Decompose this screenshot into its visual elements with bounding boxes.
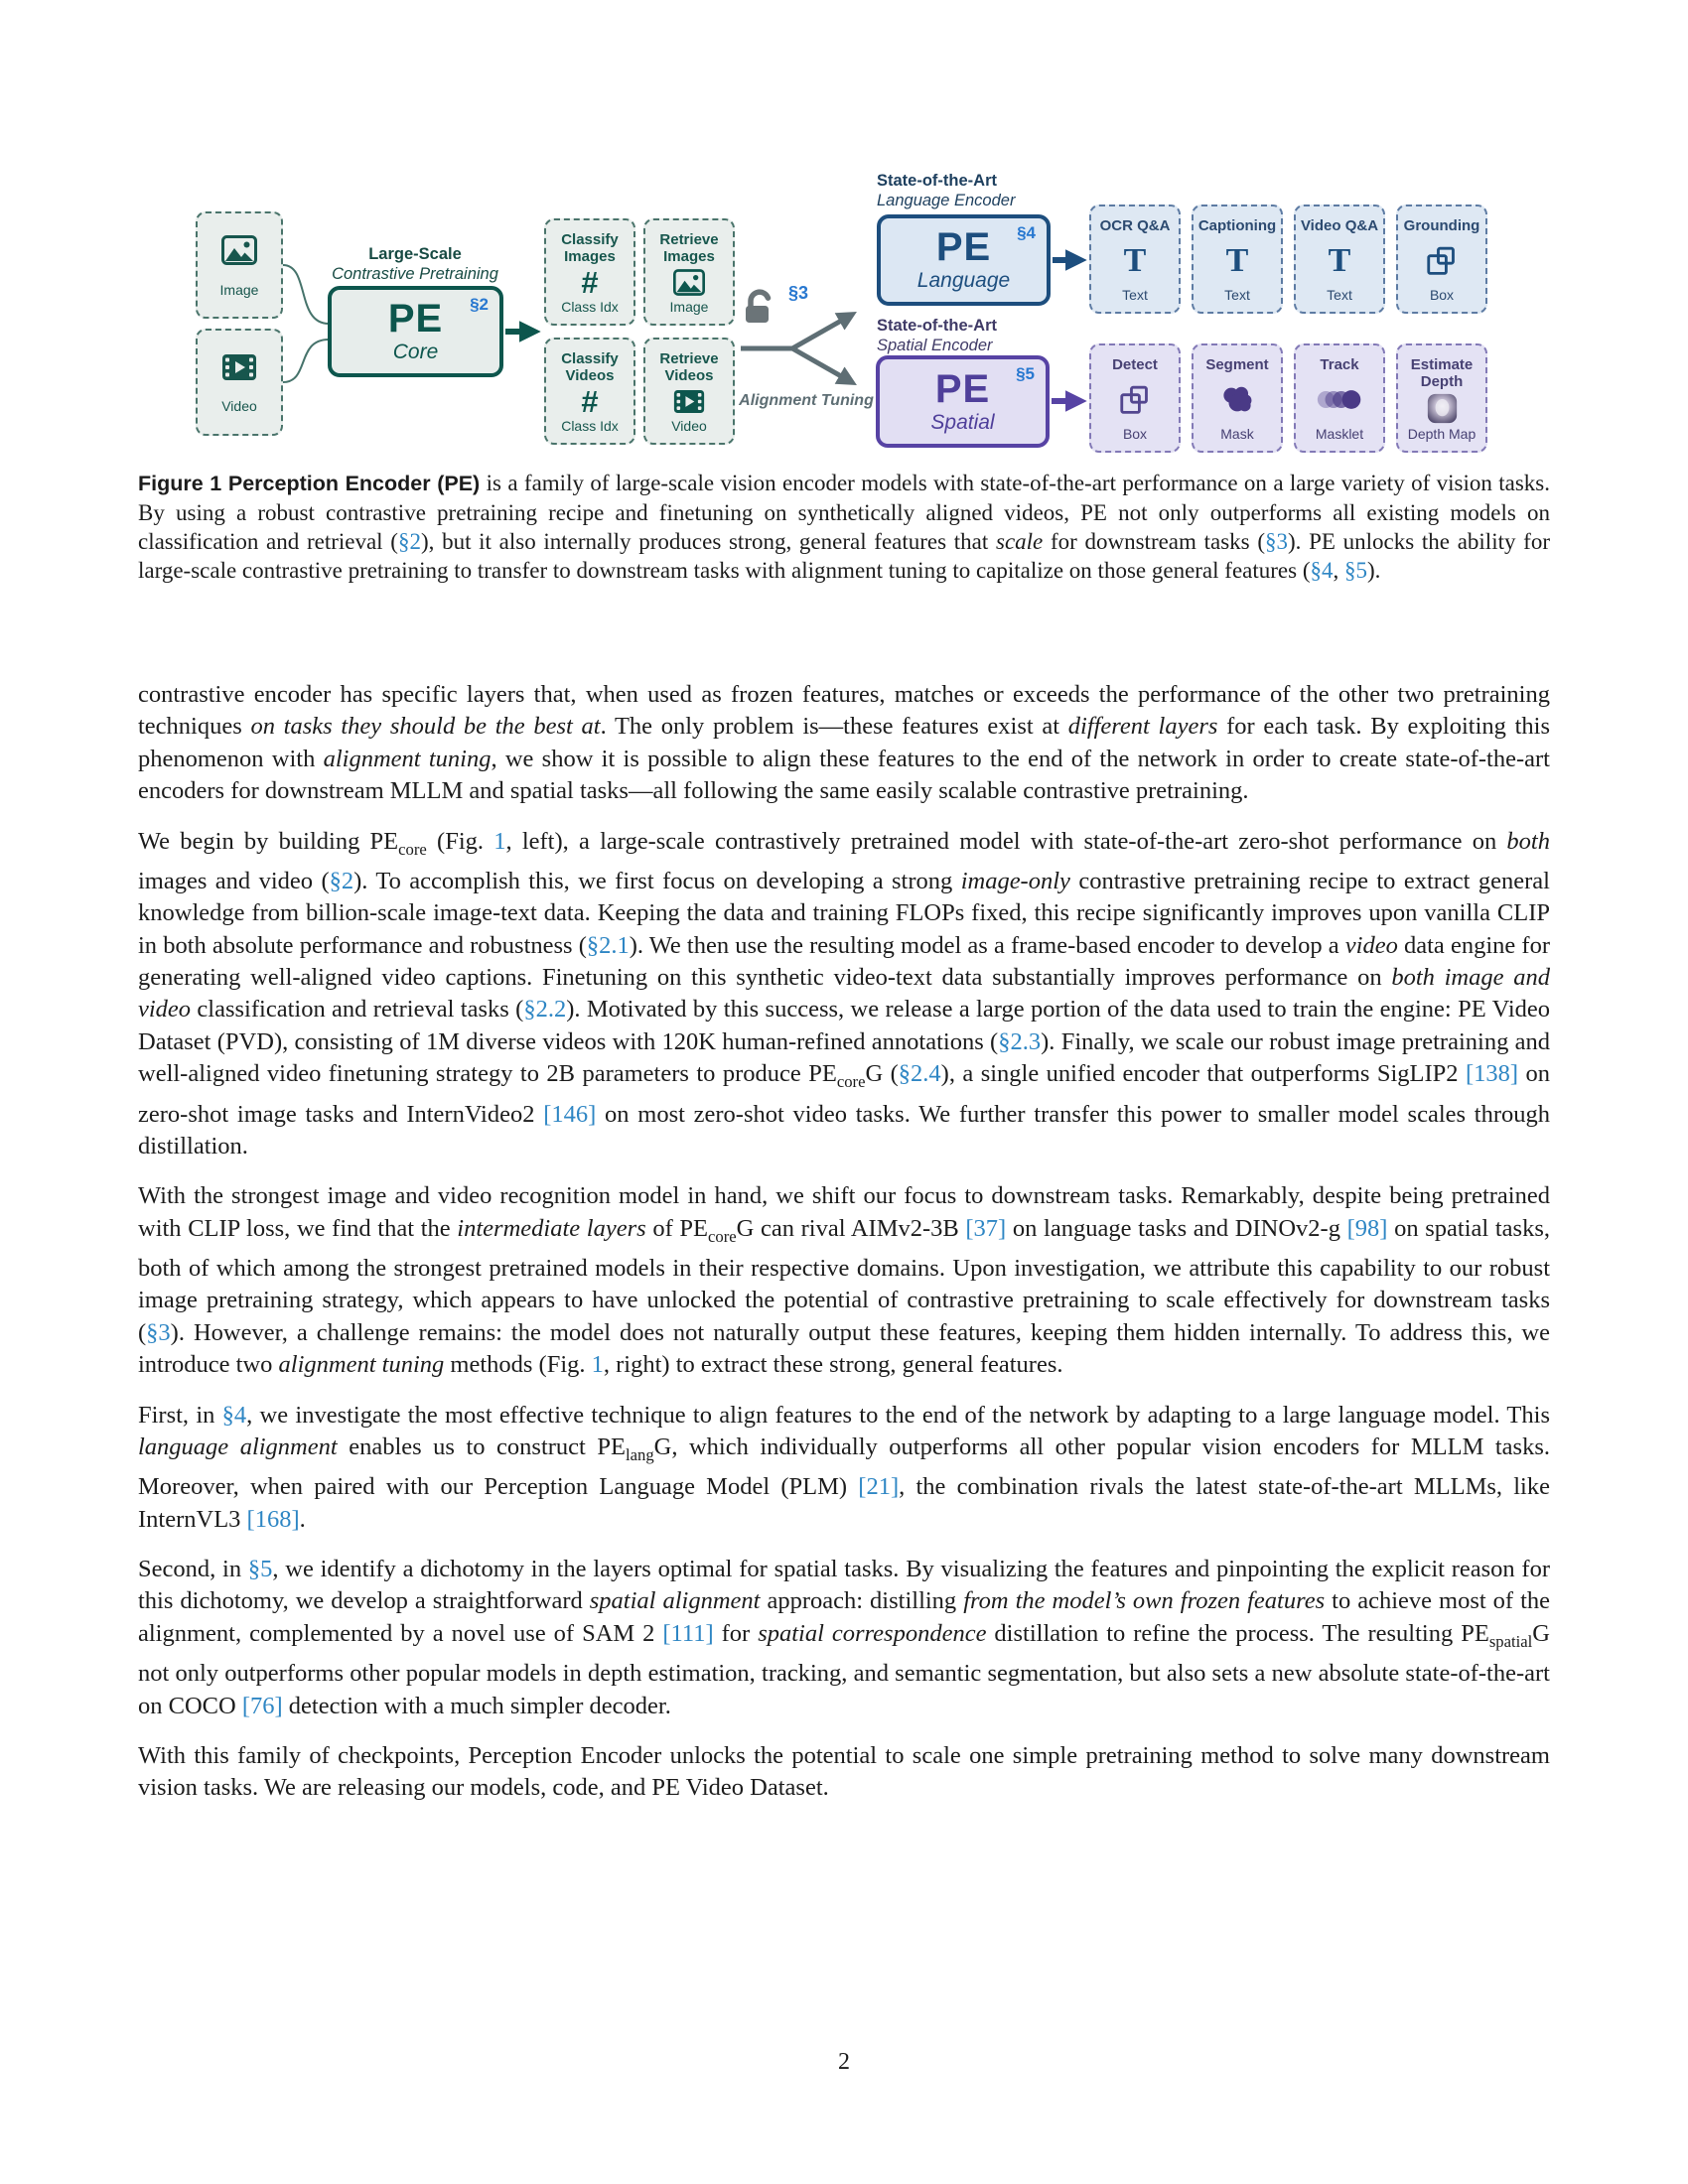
text-segment: Second, in (138, 1556, 248, 1583)
task-label: Text (1224, 287, 1250, 303)
body-paragraph (138, 1400, 1550, 1536)
ref-link[interactable]: §3 (146, 1318, 171, 1346)
input-label: Image (219, 281, 259, 298)
text-segment: G not only outperforms other popular models in depth estimation, tracking, and semantic segmentation, but also sets a new absolute state-of-the-art on COCO (138, 1619, 1550, 1719)
ref-link[interactable]: §5 (247, 1556, 273, 1583)
text-segment: different layers (1067, 713, 1218, 741)
task-box-grounding (1396, 205, 1487, 314)
ref-link[interactable]: [98] (1346, 1214, 1388, 1242)
task-label: Class Idx (561, 299, 619, 315)
pe-core-variant: Core (392, 341, 439, 363)
task-box-segment (1192, 343, 1283, 453)
text-segment: to achieve most of the alignment, complemented by a novel use of SAM 2 (138, 1587, 1550, 1647)
ref-link[interactable]: [76] (241, 1692, 283, 1719)
text-segment: G can rival AIMv2-3B (736, 1214, 966, 1242)
text-segment: detection with a much simpler decoder. (282, 1692, 671, 1719)
text-segment: language alignment (138, 1433, 338, 1461)
task-label: Class Idx (561, 418, 619, 434)
input-box-image (196, 211, 283, 319)
text-segment: We begin by building PE (138, 827, 399, 855)
text-segment: . The only problem is—these features exist at (600, 713, 1068, 741)
task-label: Masklet (1315, 426, 1364, 442)
pe-core-box (328, 286, 503, 377)
text-segment: , we investigate the most effective technique to align features to the end of the network by adapting to a large language model. This (246, 1401, 1550, 1429)
ref-link[interactable]: §2 (329, 867, 354, 894)
text-segment: spatial correspondence (758, 1619, 987, 1647)
text-icon: T (1328, 241, 1351, 279)
task-label: Mask (1220, 426, 1254, 442)
bounding-boxes-icon (1427, 243, 1457, 279)
pe-spatial-name: PE (934, 366, 991, 411)
ref-link[interactable]: [111] (662, 1619, 714, 1647)
ref-link[interactable]: §5 (1343, 558, 1367, 583)
text-segment: ). To accomplish this, we first focus on developing a strong (353, 867, 961, 894)
hash-icon: # (581, 383, 599, 419)
task-title: Estimate Depth (1410, 356, 1474, 391)
pe-language-name: PE (935, 225, 992, 269)
text-segment: from the model’s own frozen features (963, 1587, 1326, 1615)
text-segment: for downstream tasks ( (1043, 529, 1265, 554)
text-segment: core (707, 1226, 737, 1246)
ref-link[interactable]: §4 (221, 1401, 247, 1429)
task-label: Image (669, 299, 709, 315)
text-segment: contrastive encoder has specific layers that, when used as frozen features, matches or exceeds the performance of the other two pretraining techniques (138, 681, 1550, 741)
task-label: Box (1429, 287, 1455, 303)
text-segment: contrastive pretraining recipe to extract general knowledge from billion-scale image-text data. Keeping the data and training FLOPs fixed, this recipe significantly improves upon vanilla CLIP in both absolute performance and robustness ( (138, 867, 1550, 959)
text-segment: both (1506, 827, 1550, 855)
task-box-retrieve-videos (643, 338, 735, 445)
text-segment: , we identify a dichotomy in the layers optimal for spatial tasks. By visualizing the features and pinpointing the explicit reason for this dichotomy, we develop a straightforward (138, 1556, 1550, 1615)
header-bold: State-of-the-Art (877, 172, 997, 190)
task-title: Classify Videos (561, 350, 619, 385)
image-icon (221, 235, 257, 270)
ref-link[interactable]: §2.3 (998, 1027, 1042, 1055)
figure-1-diagram (139, 117, 1549, 467)
open-lock-icon (741, 286, 780, 331)
header-bold: State-of-the-Art (877, 317, 997, 335)
pe-core-name: PE (387, 297, 444, 341)
ref-link[interactable]: 1 (493, 827, 506, 855)
text-segment: lang (625, 1444, 654, 1464)
text-segment: on spatial tasks, both of which among the strongest pretrained models in their respective domains. Upon investigation, we attribute this capability to our robust image pretraining strategy, which appears to have unlocked the potential of contrastive pretraining to scale effectively for downstream tasks ( (138, 1214, 1550, 1346)
text-segment: on zero-shot image tasks and InternVideo2 (138, 1060, 1551, 1128)
bounding-boxes-icon (1120, 382, 1150, 418)
task-box-classify-images (544, 218, 635, 326)
task-title: Retrieve Videos (659, 350, 719, 385)
ref-link[interactable]: [168] (246, 1505, 300, 1533)
task-title: Segment (1205, 356, 1269, 373)
text-segment: ). Motivated by this success, we release a large portion of the data used to train the engine: PE Video Dataset (PVD), consisting of 1M diverse videos with 120K human-refined annotations ( (138, 996, 1550, 1055)
text-segment: approach: distilling (760, 1587, 964, 1615)
text-segment: data engine for generating well-aligned video captions. Finetuning on this synthetic video-text data substantially improves performance on (138, 931, 1550, 992)
text-segment: video (1344, 931, 1398, 959)
ref-link[interactable]: [21] (858, 1473, 900, 1501)
text-segment: . (299, 1505, 306, 1533)
text-segment: intermediate layers (457, 1214, 646, 1242)
text-icon: T (1225, 241, 1249, 279)
pe-language-variant: Language (916, 269, 1011, 292)
header-italic: Language Encoder (877, 192, 1016, 209)
text-segment: of PE (645, 1214, 708, 1242)
text-segment: spatial alignment (589, 1587, 761, 1615)
task-title: Captioning (1197, 217, 1277, 234)
article-body (138, 679, 1550, 1823)
text-segment: on language tasks and DINOv2-g (1006, 1214, 1347, 1242)
text-segment: enables us to construct PE (337, 1433, 626, 1461)
ref-link[interactable]: §3 (1264, 529, 1288, 554)
input-label: Video (221, 397, 257, 414)
text-segment: ). Finally, we scale our robust image pretraining and well-aligned video finetuning strategy to 2B parameters to produce PE (138, 1027, 1551, 1088)
pe-spatial-variant: Spatial (930, 410, 995, 434)
text-segment: ). (1366, 558, 1381, 583)
header-italic: Spatial Encoder (877, 337, 993, 354)
body-paragraph (138, 1554, 1550, 1722)
text-segment: on tasks they should be the best at (250, 713, 601, 741)
task-label: Text (1122, 287, 1148, 303)
figure-caption (138, 469, 1550, 585)
task-label: Video (671, 418, 707, 434)
image-icon (673, 266, 705, 300)
text-segment: images and video ( (138, 867, 330, 894)
text-segment: spatial (1488, 1631, 1533, 1651)
task-label: Text (1327, 287, 1352, 303)
text-segment: G, which individually outperforms all other popular vision encoders for MLLM tasks. Moreover, when paired with our Perception Language Model (PLM) (138, 1433, 1550, 1501)
language-encoder-header (877, 171, 1015, 210)
text-segment: classification and retrieval tasks ( (191, 996, 524, 1024)
body-paragraph (138, 679, 1550, 808)
pe-spatial-box (876, 355, 1050, 448)
spatial-encoder-header (877, 316, 997, 355)
text-segment: distillation to refine the process. The resulting PE (986, 1619, 1489, 1647)
ref-link[interactable]: [146] (543, 1100, 597, 1128)
alignment-tuning-label: Alignment Tuning (739, 392, 874, 409)
text-segment: image-only (960, 867, 1070, 894)
input-box-video (196, 329, 283, 436)
task-box-estimate-depth (1396, 343, 1487, 453)
depth-map-icon (1427, 391, 1458, 427)
task-box-retrieve-images (643, 218, 735, 326)
text-segment: on most zero-shot video tasks. We further transfer this power to smaller model scales through distillation. (138, 1100, 1550, 1160)
ref-link[interactable]: §2.4 (898, 1060, 941, 1088)
task-label: Box (1122, 426, 1148, 442)
text-segment: With the strongest image and video recognition model in hand, we shift our focus to downstream tasks. Remarkably, despite being pretrained with CLIP loss, we find that the (138, 1182, 1550, 1242)
text-segment: ), but it also internally produces strong, general features that (420, 529, 996, 554)
body-paragraph (138, 1180, 1550, 1381)
task-title: Track (1320, 356, 1359, 373)
pretraining-label (296, 244, 534, 284)
text-segment: ). We then use the resulting model as a frame-based encoder to develop a (629, 931, 1345, 959)
text-icon: T (1123, 241, 1147, 279)
task-box-captioning (1192, 205, 1283, 314)
text-segment: ). However, a challenge remains: the model does not naturally output these features, keeping them hidden internally. To address this, we introduce two (138, 1318, 1550, 1379)
ref-link[interactable]: §2.1 (586, 931, 630, 959)
pretraining-label-bold: Large-Scale (368, 245, 462, 263)
task-box-video-qa (1294, 205, 1385, 314)
hash-icon: # (581, 264, 599, 300)
text-segment: , right) to extract these strong, general features. (603, 1351, 1063, 1379)
text-segment: , the combination rivals the latest state-of-the-art MLLMs, like InternVL3 (138, 1473, 1550, 1533)
task-box-classify-videos (544, 338, 635, 445)
task-title: Detect (1112, 356, 1158, 373)
pretraining-label-italic: Contrastive Pretraining (332, 265, 498, 283)
text-segment: ), a single unified encoder that outperforms SigLIP2 (940, 1060, 1466, 1088)
section-ref-2[interactable]: §2 (470, 295, 489, 314)
task-box-track (1294, 343, 1385, 453)
text-segment: Figure 1 Perception Encoder (PE) (138, 472, 481, 495)
text-segment: is a family of large-scale vision encoder models with state-of-the-art performance on a large variety of vision tasks. By using a robust contrastive pretraining recipe and finetuning on synthetically aligned videos, PE not only outperforms all existing models on classification and retrieval ( (138, 471, 1550, 554)
text-segment: G ( (865, 1060, 899, 1088)
text-segment: First, in (138, 1401, 222, 1429)
task-title: OCR Q&A (1099, 217, 1171, 234)
text-segment: core (398, 839, 427, 859)
masklet-trail-icon (1317, 382, 1362, 418)
ref-link[interactable]: §4 (1310, 558, 1334, 583)
text-segment: core (836, 1072, 866, 1092)
body-paragraph (138, 1740, 1550, 1805)
ref-link[interactable]: 1 (591, 1351, 604, 1379)
task-title: Grounding (1403, 217, 1480, 234)
ref-link[interactable]: [37] (965, 1214, 1007, 1242)
section-ref-3[interactable]: §3 (788, 283, 809, 303)
text-segment: both image and video (138, 964, 1550, 1024)
text-segment: scale (996, 529, 1044, 554)
video-icon (221, 353, 257, 386)
text-segment: for (713, 1619, 759, 1647)
task-title: Retrieve Images (659, 231, 719, 266)
ref-link[interactable]: §2 (397, 529, 421, 554)
text-segment: With this family of checkpoints, Perception Encoder unlocks the potential to scale one simple pretraining method to solve many downstream vision tasks. We are releasing our models, code, and PE Video Dataset. (138, 1741, 1550, 1802)
page-number: 2 (838, 2049, 850, 2075)
text-segment: ). PE unlocks the ability for large-scale contrastive pretraining to transfer to downstream tasks with alignment tuning to capitalize on those general features ( (138, 529, 1550, 583)
text-segment: methods (Fig. (444, 1351, 592, 1379)
task-label: Depth Map (1407, 426, 1477, 442)
text-segment: , (1333, 558, 1344, 583)
video-icon (673, 385, 705, 419)
section-ref-5[interactable]: §5 (1016, 364, 1035, 383)
text-segment: (Fig. (426, 827, 494, 855)
text-segment: , left), a large-scale contrastively pretrained model with state-of-the-art zero-shot performance on (505, 827, 1507, 855)
task-box-detect (1089, 343, 1181, 453)
text-segment: for each task. By exploiting this phenomenon with (138, 713, 1550, 772)
text-segment: alignment tuning (278, 1351, 445, 1379)
task-title: Video Q&A (1300, 217, 1379, 234)
pe-language-box (877, 214, 1051, 306)
task-box-ocr-qa (1089, 205, 1181, 314)
body-paragraph (138, 826, 1550, 1163)
ref-link[interactable]: §2.2 (523, 996, 567, 1024)
mask-blob-icon (1220, 382, 1254, 418)
section-ref-4[interactable]: §4 (1017, 223, 1036, 242)
text-segment: , we show it is possible to align these features to the end of the network in order to create state-of-the-art encoders for downstream MLLM and spatial tasks—all following the same easily scalable contrastive pretraining. (138, 745, 1550, 805)
task-title: Classify Images (561, 231, 619, 266)
ref-link[interactable]: [138] (1465, 1060, 1519, 1088)
text-segment: alignment tuning (323, 745, 492, 772)
